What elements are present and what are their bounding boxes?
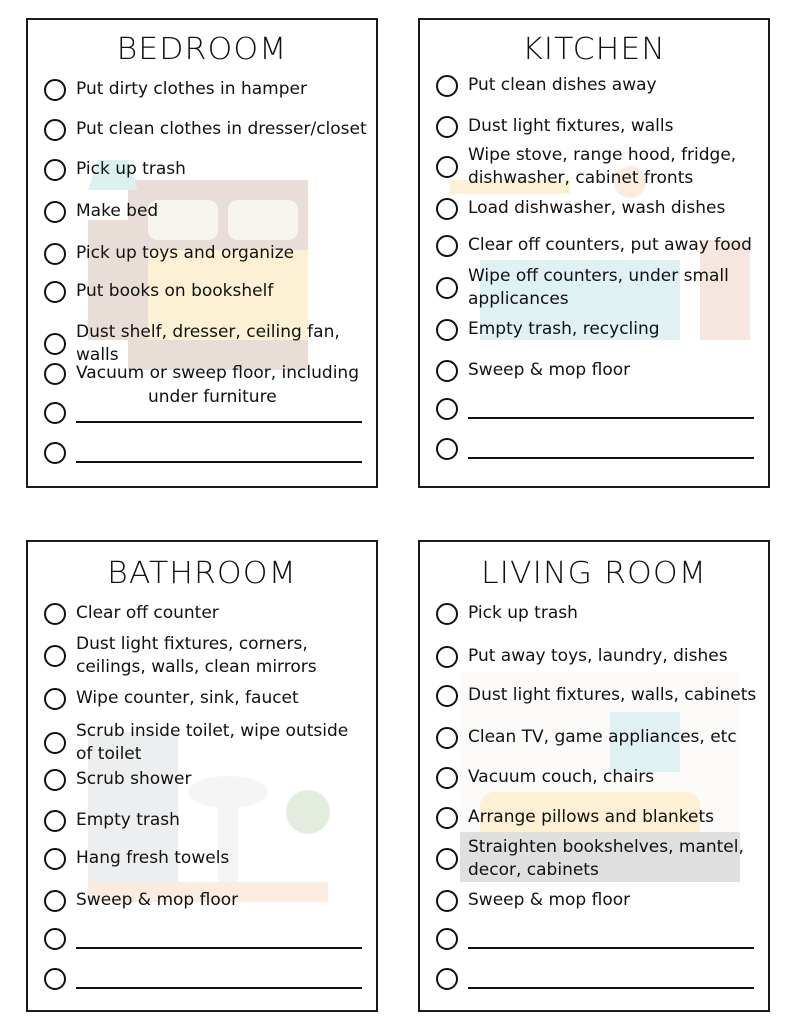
blank-write-in-line[interactable] bbox=[468, 399, 754, 419]
checklist-item[interactable] bbox=[44, 633, 317, 679]
checkbox-circle-icon[interactable] bbox=[44, 442, 66, 464]
checkbox-circle-icon[interactable] bbox=[436, 767, 458, 789]
checklist-item[interactable] bbox=[436, 318, 660, 341]
card-title: BATHROOM bbox=[107, 556, 297, 591]
checklist-item[interactable] bbox=[44, 889, 238, 912]
card-title: LIVING ROOM bbox=[481, 556, 707, 591]
item-label: Pick up trash bbox=[76, 159, 186, 179]
checkbox-circle-icon[interactable] bbox=[44, 688, 66, 710]
checklist-item[interactable] bbox=[44, 602, 219, 625]
checkbox-circle-icon[interactable] bbox=[436, 646, 458, 668]
kitchen-checklist-card bbox=[418, 18, 770, 488]
item-label: Sweep & mop floor bbox=[76, 890, 239, 910]
blank-checklist-item[interactable] bbox=[436, 928, 754, 950]
checklist-item[interactable] bbox=[436, 359, 630, 382]
checkbox-circle-icon[interactable] bbox=[44, 333, 66, 355]
checklist-item[interactable] bbox=[436, 889, 630, 912]
item-label: Empty trash, recycling bbox=[468, 319, 660, 339]
item-label: Hang fresh towels bbox=[76, 848, 230, 868]
item-label: Pick up toys and organize bbox=[76, 243, 295, 263]
checklist-item[interactable] bbox=[44, 200, 158, 223]
checkbox-circle-icon[interactable] bbox=[44, 769, 66, 791]
checkbox-circle-icon[interactable] bbox=[44, 402, 66, 424]
checklist-item[interactable] bbox=[436, 197, 725, 220]
blank-checklist-item[interactable] bbox=[436, 968, 754, 990]
checklist-item[interactable] bbox=[436, 265, 729, 311]
item-label: Load dishwasher, wash dishes bbox=[468, 198, 726, 218]
checkbox-circle-icon[interactable] bbox=[44, 159, 66, 181]
checklist-item[interactable] bbox=[436, 766, 654, 789]
item-label: Make bed bbox=[76, 201, 159, 221]
checkbox-circle-icon[interactable] bbox=[436, 727, 458, 749]
item-label: Scrub inside toilet, wipe outside of toilet bbox=[76, 721, 349, 764]
item-label: Straighten bookshelves, mantel, decor, cabinets bbox=[468, 837, 744, 880]
checkbox-circle-icon[interactable] bbox=[436, 685, 458, 707]
item-label: Pick up trash bbox=[468, 603, 578, 623]
checkbox-circle-icon[interactable] bbox=[44, 363, 66, 385]
checklist-item[interactable] bbox=[436, 74, 657, 97]
bedroom-checklist-card bbox=[26, 18, 378, 488]
checkbox-circle-icon[interactable] bbox=[44, 243, 66, 265]
checklist-item[interactable] bbox=[436, 115, 673, 138]
checkbox-circle-icon[interactable] bbox=[436, 198, 458, 220]
checkbox-circle-icon[interactable] bbox=[436, 968, 458, 990]
blank-write-in-line[interactable] bbox=[76, 969, 362, 989]
blank-checklist-item[interactable] bbox=[44, 968, 362, 990]
card-title: KITCHEN bbox=[522, 32, 666, 67]
item-label: Clean TV, game appliances, etc bbox=[468, 727, 737, 747]
blank-checklist-item[interactable] bbox=[436, 398, 754, 420]
checkbox-circle-icon[interactable] bbox=[436, 277, 458, 299]
checklist-item[interactable] bbox=[44, 362, 359, 385]
item-label: Dust shelf, dresser, ceiling fan, walls bbox=[76, 322, 340, 365]
blank-write-in-line[interactable] bbox=[76, 403, 362, 423]
checkbox-circle-icon[interactable] bbox=[44, 281, 66, 303]
checklist-item[interactable] bbox=[44, 847, 229, 870]
checkbox-circle-icon[interactable] bbox=[436, 438, 458, 460]
checklist-item[interactable] bbox=[436, 234, 752, 257]
checkbox-circle-icon[interactable] bbox=[44, 732, 66, 754]
checkbox-circle-icon[interactable] bbox=[436, 890, 458, 912]
checkbox-circle-icon[interactable] bbox=[436, 360, 458, 382]
checklist-item[interactable] bbox=[44, 158, 186, 181]
checkbox-circle-icon[interactable] bbox=[436, 398, 458, 420]
checkbox-circle-icon[interactable] bbox=[436, 156, 458, 178]
checkbox-circle-icon[interactable] bbox=[44, 603, 66, 625]
checkbox-circle-icon[interactable] bbox=[436, 235, 458, 257]
checkbox-circle-icon[interactable] bbox=[436, 116, 458, 138]
item-label: Clear off counter bbox=[76, 603, 219, 623]
item-label: Arrange pillows and blankets bbox=[468, 807, 714, 827]
item-label: Vacuum or sweep floor, including bbox=[76, 363, 359, 383]
checkbox-circle-icon[interactable] bbox=[44, 79, 66, 101]
checklist-item[interactable] bbox=[436, 806, 714, 829]
checklist-item[interactable] bbox=[44, 720, 348, 766]
item-label: Put dirty clothes in hamper bbox=[76, 79, 307, 99]
item-label: Wipe off counters, under small applicances bbox=[468, 266, 729, 309]
checkbox-circle-icon[interactable] bbox=[44, 810, 66, 832]
item-label: Put clean dishes away bbox=[468, 75, 657, 95]
checkbox-circle-icon[interactable] bbox=[44, 201, 66, 223]
blank-write-in-line[interactable] bbox=[468, 439, 754, 459]
checklist-item[interactable] bbox=[44, 321, 376, 367]
checklist-item[interactable] bbox=[436, 726, 737, 749]
checkbox-circle-icon[interactable] bbox=[44, 928, 66, 950]
checklist-item[interactable] bbox=[436, 836, 744, 882]
blank-checklist-item[interactable] bbox=[44, 402, 362, 424]
blank-write-in-line[interactable] bbox=[76, 443, 362, 463]
checkbox-circle-icon[interactable] bbox=[44, 848, 66, 870]
checklist-item[interactable] bbox=[44, 78, 307, 101]
item-label: Put books on bookshelf bbox=[76, 281, 274, 301]
checklist-item[interactable] bbox=[436, 684, 756, 707]
blank-write-in-line[interactable] bbox=[76, 929, 362, 949]
checkbox-circle-icon[interactable] bbox=[436, 603, 458, 625]
item-label: Wipe stove, range hood, fridge, dishwasher, cabinet fronts bbox=[468, 145, 737, 188]
item-label: Sweep & mop floor bbox=[468, 360, 631, 380]
blank-checklist-item[interactable] bbox=[436, 438, 754, 460]
checkbox-circle-icon[interactable] bbox=[436, 319, 458, 341]
checklist-item[interactable] bbox=[44, 687, 299, 710]
item-label: Dust light fixtures, corners, ceilings, walls, clean mirrors bbox=[76, 634, 317, 677]
blank-write-in-line[interactable] bbox=[468, 929, 754, 949]
checklist-item[interactable] bbox=[44, 809, 180, 832]
item-label: Clear off counters, put away food bbox=[468, 235, 752, 255]
checkbox-circle-icon[interactable] bbox=[436, 848, 458, 870]
checklist-item[interactable] bbox=[44, 768, 191, 791]
checkbox-circle-icon[interactable] bbox=[44, 968, 66, 990]
living-room-checklist-card bbox=[418, 540, 770, 1012]
checklist-item[interactable] bbox=[44, 280, 273, 303]
blank-write-in-line[interactable] bbox=[468, 969, 754, 989]
checklist-item[interactable] bbox=[436, 602, 578, 625]
checkbox-circle-icon[interactable] bbox=[436, 928, 458, 950]
item-label: Sweep & mop floor bbox=[468, 890, 631, 910]
item-label: Put away toys, laundry, dishes bbox=[468, 646, 728, 666]
item-label: Put clean clothes in dresser/closet bbox=[76, 119, 367, 139]
checkbox-circle-icon[interactable] bbox=[436, 75, 458, 97]
checkbox-circle-icon[interactable] bbox=[44, 645, 66, 667]
blank-checklist-item[interactable] bbox=[44, 442, 362, 464]
checklist-item[interactable] bbox=[44, 242, 294, 265]
checklist-item[interactable] bbox=[44, 118, 367, 141]
checkbox-circle-icon[interactable] bbox=[44, 119, 66, 141]
item-label-continued: under furniture bbox=[148, 387, 277, 407]
item-label: Dust light fixtures, walls, cabinets bbox=[468, 685, 757, 705]
bathroom-checklist-card bbox=[26, 540, 378, 1012]
item-label: Empty trash bbox=[76, 810, 180, 830]
card-title: BEDROOM bbox=[116, 32, 288, 67]
blank-checklist-item[interactable] bbox=[44, 928, 362, 950]
checkbox-circle-icon[interactable] bbox=[44, 890, 66, 912]
item-label: Dust light fixtures, walls bbox=[468, 116, 674, 136]
checkbox-circle-icon[interactable] bbox=[436, 807, 458, 829]
item-label: Vacuum couch, chairs bbox=[468, 767, 655, 787]
item-label: Scrub shower bbox=[76, 769, 192, 789]
item-label: Wipe counter, sink, faucet bbox=[76, 688, 299, 708]
checklist-item[interactable] bbox=[436, 645, 728, 668]
checklist-item[interactable] bbox=[436, 144, 736, 190]
